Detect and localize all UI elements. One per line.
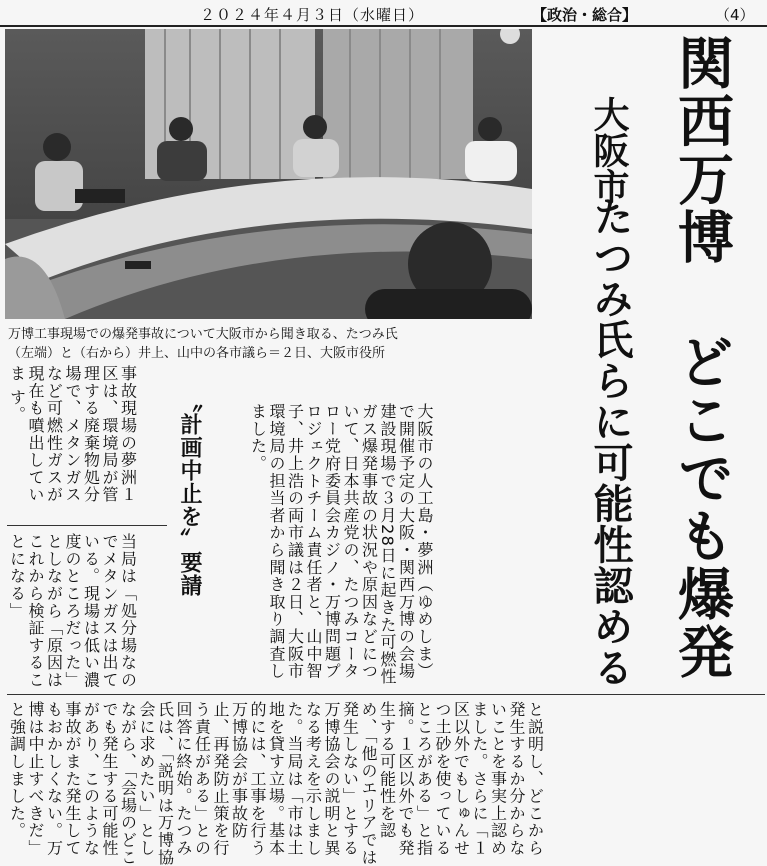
lead-paragraph: 大阪市の人工島・夢洲（ゆめしま）で開催予定の大阪・関西万博の会場建設現場で３月28日に起きた可燃性ガス爆発事故の状況や原因などについて、日本共産党の、たつみコータロー党府委員会カジノ・万博問題プロジェクトチーム責任者と、山中智子、井上浩の両市議は２日、大阪市環境局の担当者から聞き取り調査しました。 — [248, 403, 434, 686]
section-rule — [7, 694, 765, 695]
article-paragraph-2: 事故現場の夢洲１区は、環境局が管理する廃棄物処分場で、メタンガスなど可燃性ガスが現在も噴出していま す。 — [7, 365, 138, 504]
article-paragraph-3: 当局は「処分場なのでメタンガスは出ている。現場は低い濃度のところだった」としながら「原因はこれから検証することになる」 — [7, 533, 138, 689]
subheadline-city: 大阪市 — [588, 96, 629, 204]
header-rule — [0, 25, 767, 27]
meeting-room-photo — [5, 29, 532, 319]
main-headline: 関西万博 どこでも爆発 — [669, 34, 734, 681]
article-paragraph-bottom: と説明し、どこから発生するか分からないことを事実上認めました。さらに「１区以外でもしゅんせつ土砂を使っているところがある」と指摘。１区以外でも発生する可能性を認め、「他のエリアでは発生しない」とする万博協会の説明と異なる考えを示しました。当局は「市は土地を貸す立場。基本的には、工事を行う万博協会が事故防止、再発防止策を行う責任がある」との回答に終始。たつみ氏は、「説明は万博協会に求めたい」としながら、「会場のどこでも発生する可能性があり、このような事故がまた発生してもおかしくない。万博は中止すべきだ」と強調しました。 — [7, 701, 545, 866]
news-photo — [5, 29, 532, 319]
subheadline: たつみ氏らに可能性認める — [587, 196, 633, 688]
issue-date: ２０２４年４月３日（水曜日） — [200, 6, 425, 24]
photo-caption-line2: （左端）と（右から）井上、山中の各市議ら＝２日、大阪市役所 — [8, 346, 386, 361]
column-rule — [7, 525, 167, 526]
photo-caption-line1: 万博工事現場での爆発事故について大阪市から聞き取る、たつみ氏 — [8, 327, 398, 342]
section-label: 【政治・総合】 — [532, 6, 638, 24]
article-subhead: 〝計画中止を〟要請 — [177, 390, 202, 597]
page-number: （4） — [715, 6, 755, 24]
